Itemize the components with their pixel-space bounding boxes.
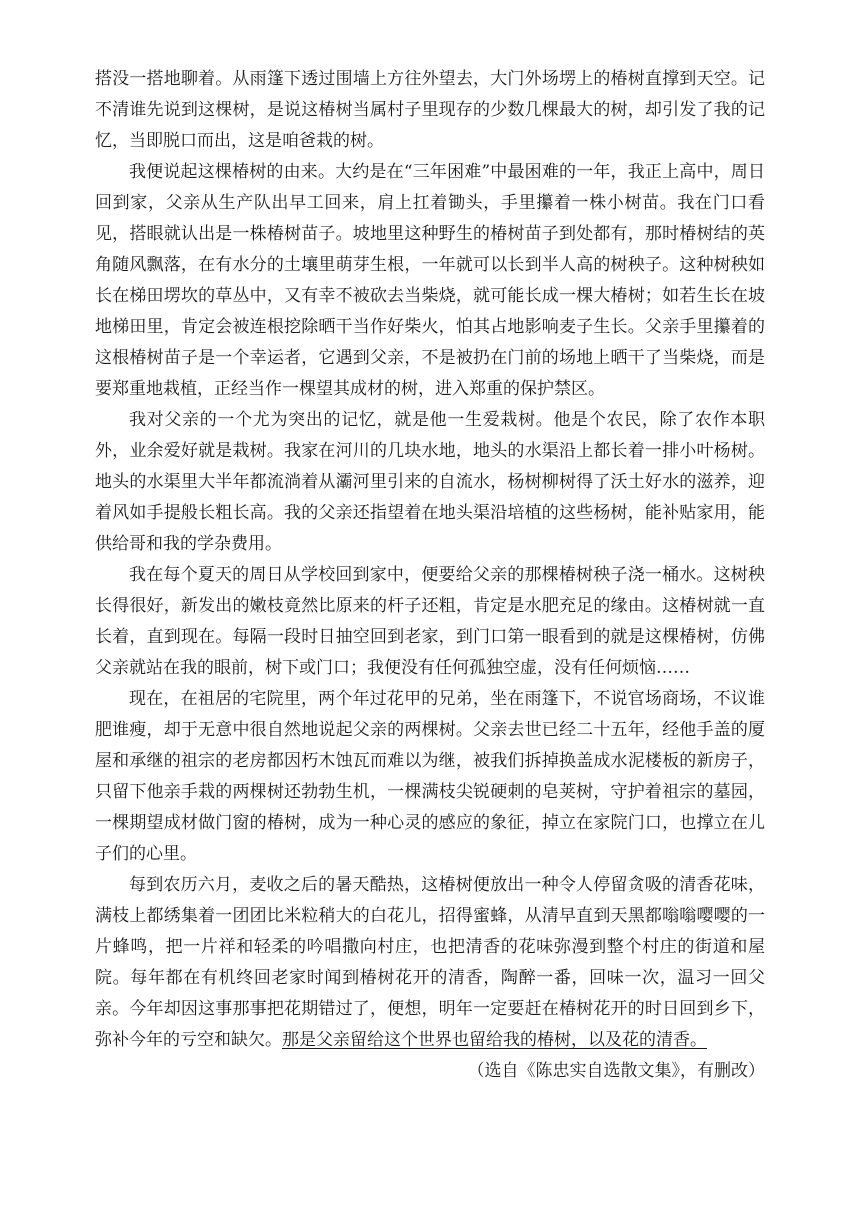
underlined-sentence: 那是父亲留给这个世界也留给我的椿树，以及花的清香。 [282, 1030, 707, 1050]
source-citation: （选自《陈忠实自选散文集》，有删改） [467, 1061, 765, 1081]
paragraph-3: 我对父亲的一个尤为突出的记忆，就是他一生爱栽树。他是个农民，除了农作本职外，业余爱好就是栽树。我家在河川的几块水地，地头的水渠沿上都长着一排小叶杨树。地头的水渠里大半年都流淌着从灞河里引来的自流水，杨树柳树得了沃土好水的滋养，迎着风如手提般长粗长高。我的父亲还指望着在地头渠沿培植的这些杨树，能补贴家用，能供给哥和我的学杂费用。 [95, 410, 765, 554]
paragraph-4: 我在每个夏天的周日从学校回到家中，便要给父亲的那棵椿树秧子浇一桶水。这树秧长得很好，新发出的嫩枝竟然比原来的杆子还粗，肯定是水肥充足的缘由。这椿树就一直长着，直到现在。每隔一段时日抽空回到老家，到门口第一眼看到的就是这棵椿树，仿佛父亲就站在我的眼前，树下或门口；我便没有任何孤独空虚，没有任何烦恼…… [95, 565, 765, 678]
paragraph-6-text: 每到农历六月，麦收之后的暑天酷热，这椿树便放出一种令人停留贪吸的清香花味，满枝上都绣集着一团团比米粒稍大的白花儿，招得蜜蜂，从清早直到天黑都嗡嗡嘤嘤的一片蜂鸣，把一片祥和轻柔的吟唱撒向村庄，也把清香的花味弥漫到整个村庄的街道和屋院。每年都在有机终回老家时闻到椿树花开的清香，陶醉一番，回味一次，温习一回父亲。今年却因这事那事把花期错过了，便想，明年一定要赶在椿树花开的时日回到乡下，弥补今年的亏空和缺欠。 [95, 875, 765, 1050]
paragraph-1: 搭没一搭地聊着。从雨篷下透过围墙上方往外望去，大门外场塄上的椿树直撑到天空。记不清谁先说到这棵树，是说这椿树当属村子里现存的少数几棵最大的树，却引发了我的记忆，当即脱口而出，这是咱爸栽的树。 [95, 69, 765, 151]
paragraph-5: 现在，在祖居的宅院里，两个年过花甲的兄弟，坐在雨篷下，不说官场商场，不议谁肥谁瘦，却于无意中很自然地说起父亲的两棵树。父亲去世已经二十五年，经他手盖的厦屋和承继的祖宗的老房都因朽木蚀瓦而难以为继，被我们拆掉换盖成水泥楼板的新房子，只留下他亲手栽的两棵树还勃勃生机，一棵满枝尖锐硬刺的皂荚树，守护着祖宗的墓园，一棵期望成材做门窗的椿树，成为一种心灵的感应的象征，掉立在家院门口，也撑立在儿子们的心里。 [95, 689, 765, 864]
paragraph-6 [95, 870, 765, 1056]
article-body [95, 64, 765, 1087]
paragraph-2: 我便说起这棵椿树的由来。大约是在“三年困难”中最困难的一年，我正上高中，周日回到家，父亲从生产队出早工回来，肩上扛着锄头，手里攥着一株小树苗。我在门口看见，搭眼就认出是一株椿树苗子。坡地里这种野生的椿树苗子到处都有，那时椿树结的英角随风飘落，在有水分的土壤里萌芽生根，一年就可以长到半人高的树秧子。这种树秧如长在梯田塄坎的草丛中，又有幸不被砍去当柴烧，就可能长成一棵大椿树；如若生长在坡地梯田里，肯定会被连根挖除晒干当作好柴火，怕其占地影响麦子生长。父亲手里攥着的这根椿树苗子是一个幸运者，它遇到父亲，不是被扔在门前的场地上晒干了当柴烧，而是要郑重地栽植，正经当作一棵望其成材的树，进入郑重的保护禁区。 [95, 162, 765, 399]
